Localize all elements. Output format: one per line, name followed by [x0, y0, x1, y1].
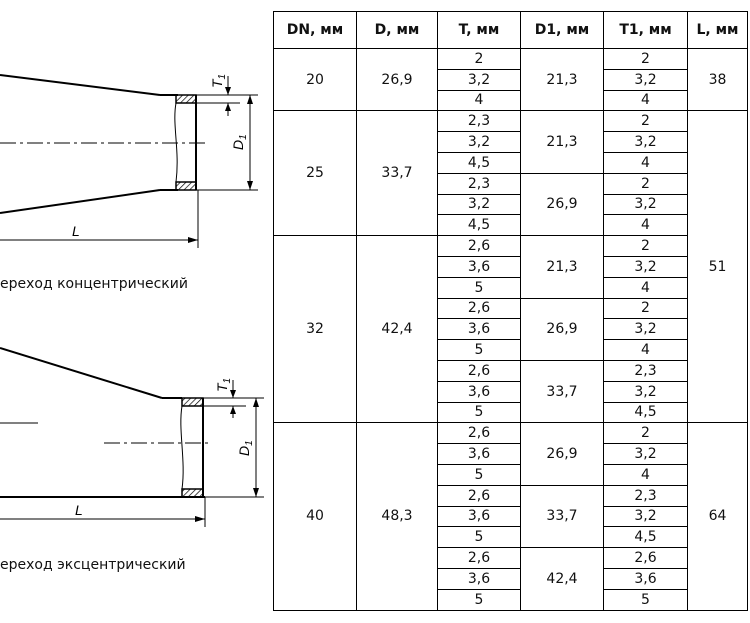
t-cell: 2,6 — [438, 360, 521, 381]
t-cell: 2,6 — [438, 548, 521, 569]
dimensions-table — [273, 11, 748, 611]
d1-dimension-label: $D_1$ — [236, 440, 255, 456]
t1-cell: 3,2 — [604, 319, 688, 340]
header-l: L, мм — [688, 12, 748, 49]
t-cell: 4 — [438, 90, 521, 111]
t1-cell: 3,2 — [604, 506, 688, 527]
t1-cell: 4,5 — [604, 402, 688, 423]
t1-cell: 4 — [604, 277, 688, 298]
t-cell: 5 — [438, 464, 521, 485]
t1-cell: 5 — [604, 589, 688, 610]
t1-cell: 3,2 — [604, 132, 688, 153]
t1-cell: 4 — [604, 152, 688, 173]
d-cell: 42,4 — [357, 236, 438, 423]
t1-cell: 3,6 — [604, 568, 688, 589]
dn-cell: 40 — [274, 423, 357, 610]
d-cell: 48,3 — [357, 423, 438, 610]
header-t: T, мм — [438, 12, 521, 49]
t1-cell: 4 — [604, 215, 688, 236]
t-cell: 3,2 — [438, 194, 521, 215]
d1-cell: 21,3 — [521, 236, 604, 298]
header-t1: T1, мм — [604, 12, 688, 49]
l-cell: 38 — [688, 49, 748, 111]
t-cell: 2 — [438, 49, 521, 70]
dn-cell: 20 — [274, 49, 357, 111]
t-cell: 2,6 — [438, 236, 521, 257]
eccentric-reducer-drawing — [0, 348, 264, 527]
t1-cell: 4 — [604, 90, 688, 111]
t1-cell: 2,3 — [604, 360, 688, 381]
d1-cell: 33,7 — [521, 360, 604, 422]
concentric-caption: ереход концентрический — [0, 276, 188, 292]
eccentric-caption: ереход эксцентрический — [0, 557, 186, 573]
t-cell: 3,6 — [438, 381, 521, 402]
table-body — [274, 49, 748, 611]
d-cell: 26,9 — [357, 49, 438, 111]
l-cell: 51 — [688, 111, 748, 423]
t-cell: 2,3 — [438, 111, 521, 132]
t-cell: 3,6 — [438, 506, 521, 527]
reducer-drawings — [0, 0, 272, 623]
t-cell: 3,6 — [438, 444, 521, 465]
table-row — [274, 236, 748, 257]
header-dn: DN, мм — [274, 12, 357, 49]
d1-cell: 26,9 — [521, 423, 604, 485]
l-dimension-label: L — [75, 502, 83, 518]
t-cell: 5 — [438, 402, 521, 423]
d1-cell: 21,3 — [521, 111, 604, 173]
t1-cell: 3,2 — [604, 69, 688, 90]
t1-cell: 2,6 — [604, 548, 688, 569]
dn-cell: 25 — [274, 111, 357, 236]
d1-dimension-label: $D_1$ — [230, 134, 249, 150]
table-row — [274, 111, 748, 132]
table-header-row — [274, 12, 748, 49]
t1-cell: 2 — [604, 236, 688, 257]
dn-cell: 32 — [274, 236, 357, 423]
t-cell: 3,2 — [438, 69, 521, 90]
t1-cell: 4,5 — [604, 527, 688, 548]
t-cell: 3,6 — [438, 319, 521, 340]
d1-cell: 33,7 — [521, 485, 604, 547]
t1-cell: 2 — [604, 111, 688, 132]
t-cell: 3,6 — [438, 256, 521, 277]
table-row — [274, 49, 748, 70]
l-dimension-label: L — [72, 223, 80, 239]
t1-cell: 2 — [604, 298, 688, 319]
t-cell: 5 — [438, 527, 521, 548]
t-cell: 2,6 — [438, 485, 521, 506]
t1-cell: 3,2 — [604, 444, 688, 465]
concentric-reducer-drawing — [0, 75, 258, 248]
t-cell: 2,6 — [438, 298, 521, 319]
t-cell: 5 — [438, 589, 521, 610]
t-cell: 5 — [438, 340, 521, 361]
l-cell: 64 — [688, 423, 748, 610]
d1-cell: 21,3 — [521, 49, 604, 111]
header-d1: D1, мм — [521, 12, 604, 49]
d-cell: 33,7 — [357, 111, 438, 236]
t1-cell: 4 — [604, 464, 688, 485]
d1-cell: 26,9 — [521, 298, 604, 360]
t1-cell: 3,2 — [604, 256, 688, 277]
d1-cell: 26,9 — [521, 173, 604, 235]
t1-cell: 3,2 — [604, 194, 688, 215]
t1-cell: 2 — [604, 173, 688, 194]
t-cell: 4,5 — [438, 215, 521, 236]
t-cell: 3,2 — [438, 132, 521, 153]
t1-dimension-label: $T_1$ — [214, 377, 233, 392]
t1-cell: 3,2 — [604, 381, 688, 402]
header-d: D, мм — [357, 12, 438, 49]
t1-cell: 4 — [604, 340, 688, 361]
t-cell: 4,5 — [438, 152, 521, 173]
t1-cell: 2,3 — [604, 485, 688, 506]
table-row — [274, 423, 748, 444]
d1-cell: 42,4 — [521, 548, 604, 610]
t1-dimension-label: $T_1$ — [209, 73, 228, 88]
t-cell: 2,6 — [438, 423, 521, 444]
t-cell: 2,3 — [438, 173, 521, 194]
t-cell: 3,6 — [438, 568, 521, 589]
t1-cell: 2 — [604, 423, 688, 444]
t1-cell: 2 — [604, 49, 688, 70]
t-cell: 5 — [438, 277, 521, 298]
